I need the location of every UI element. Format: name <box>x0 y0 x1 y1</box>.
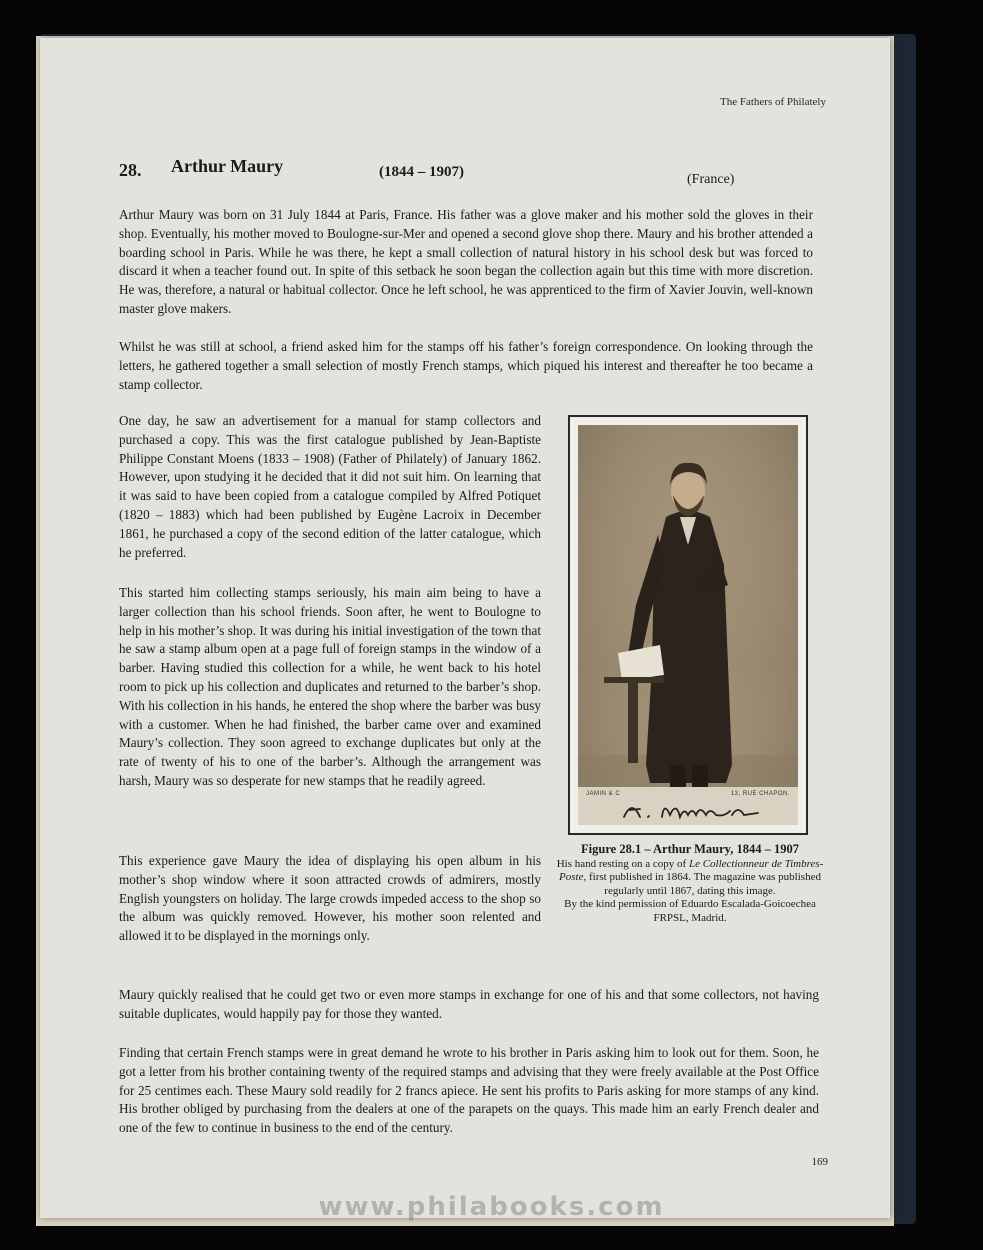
figure-caption <box>554 843 826 925</box>
caption-text-end: , first published in 1864. The magazine was published regularly until 1867, dating this image. <box>583 871 821 897</box>
chapter-number: 28. <box>119 160 142 180</box>
studio-mark-right: 13, RUE CHAPON. <box>730 791 790 797</box>
running-head: The Fathers of Philately <box>719 96 826 108</box>
portrait-illustration <box>578 425 798 825</box>
portrait-figure <box>568 415 808 835</box>
signature-image <box>618 797 768 823</box>
caption-title: Figure 28.1 – Arthur Maury, 1844 – 1907 <box>581 842 799 856</box>
paragraph-birth: Arthur Maury was born on 31 July 1844 at Paris, France. His father was a glove maker and his mother sold the gloves in their shop. Eventually, his mother moved to Boulogne-sur-Mer and opened a second glove shop there. Maury and his brother attended a boarding school in Paris. While he was there, he kept a small collection of natural history in his school desk but was forced to discard it when a teacher found out. In spite of this setback he soon began the collection again but this time with more discretion. He was, therefore, a natural or habitual collector. Once he left school, he was apprenticed to the firm of Xavier Jouvin, well-known master glove makers. <box>119 207 813 316</box>
country-label: (France) <box>687 172 735 187</box>
chapter-heading <box>119 156 839 196</box>
life-dates: (1844 – 1907) <box>379 164 464 180</box>
watermark: www.philabooks.com <box>318 1192 665 1222</box>
paragraph-catalogue: One day, he saw an advertisement for a manual for stamp collectors and purchased a copy. This was the first catalogue published by Jean-Baptiste Philippe Constant Moens (1833 – 1908) (Father of Philately) of January 1862. However, upon studying it he decided that it did not suit him. On learning that it was said to have been copied from a catalogue compiled by Alfred Potiquet (1820 – 1883) which had been published by Eugène Lacroix in December 1861, he purchased a copy of the second edition of the latter catalogue, which he preferred. <box>119 413 541 560</box>
chapter-title: Arthur Maury <box>171 156 284 176</box>
paragraph-dealer: Finding that certain French stamps were in great demand he wrote to his brother in Paris asking him to look out for them. Soon, he got a letter from his brother containing twenty of the required stamps and advising that they were freely available at the Post Office for 25 centimes each. These Maury sold readily for 2 francs apiece. He sent his profits to Paris asking for more stamps of any kind. His brother obliged by purchasing from the dealers at one of the parapets on the quays. This made him an early French dealer and one of the few to continue in business to the end of the century. <box>119 1045 819 1136</box>
book-page <box>40 38 890 1218</box>
paragraph-exchange: Maury quickly realised that he could get two or even more stamps in exchange for one of his and that some collectors, not having suitable duplicates, would happily pay for those they wanted. <box>119 987 819 1021</box>
caption-text-start: His hand resting on a copy of <box>556 857 689 870</box>
portrait-photo <box>578 425 798 825</box>
caption-credit: By the kind permission of Eduardo Escalada-Goicoechea FRPSL, Madrid. <box>564 898 816 924</box>
page-number: 169 <box>811 1156 828 1168</box>
caption-magazine-title: Le Collectionneur de Timbres-Poste <box>559 857 824 883</box>
studio-mark-left: JAMIN & C <box>586 791 621 797</box>
paragraph-boulogne: This started him collecting stamps seriously, his main aim being to have a larger collection than his school friends. Soon after, he went to Boulogne to help in his mother’s shop. It was during his initial investigation of the town that he saw a stamp album open at a page full of foreign stamps in the window of a barber. Having studied this collection for a while, he went back to his hotel room to pick up his collection and duplicates and returned to the barber’s shop. With his collection in his hands, he entered the shop where the barber was busy with a customer. When he had finished, the barber came over and examined Maury’s collection. They soon agreed to exchange duplicates but only at the rate of twenty of his to one of the barber’s. Although the arrangement was harsh, Maury was so desperate for new stamps that he readily agreed. <box>119 585 541 788</box>
paragraph-school: Whilst he was still at school, a friend asked him for the stamps off his father’s foreign correspondence. On looking through the letters, he gathered together a small selection of mostly French stamps, which piqued his interest and thereafter he too became a stamp collector. <box>119 339 813 392</box>
paragraph-shop-window: This experience gave Maury the idea of displaying his open album in his mother’s shop window where it soon attracted crowds of admirers, mostly English youngsters on holiday. The large crowds impeded access to the shop so the album was quickly removed. However, his mother soon relented and allowed it to be displayed in the mornings only. <box>119 853 541 944</box>
